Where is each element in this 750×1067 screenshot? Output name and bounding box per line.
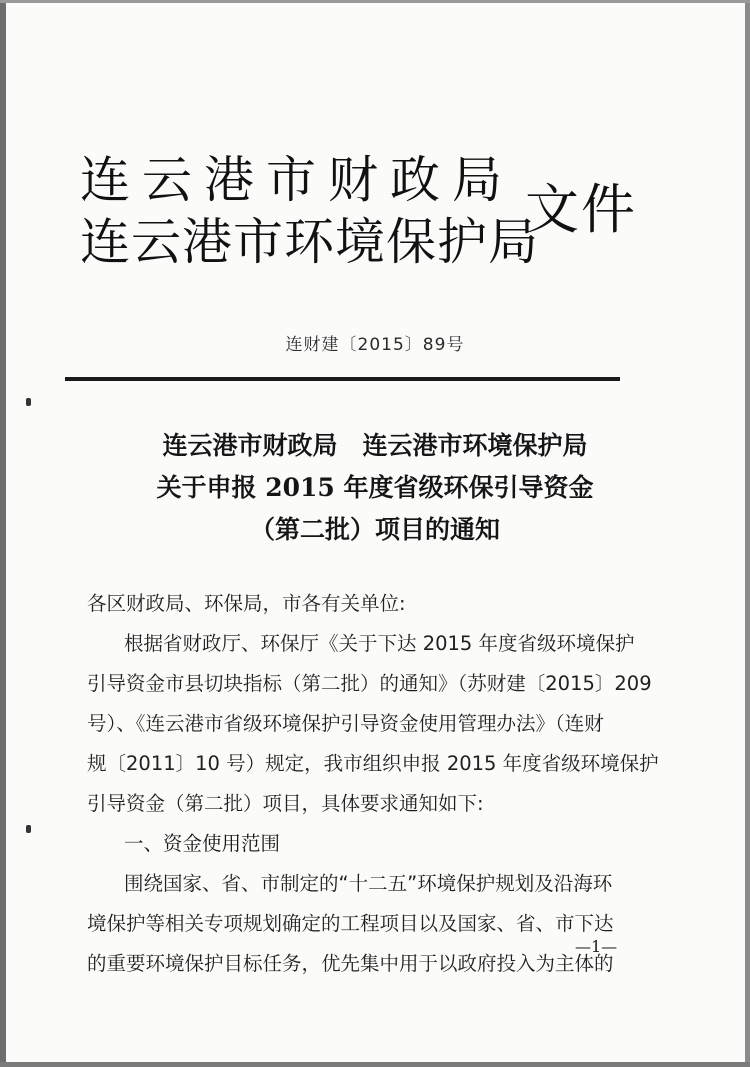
paragraph-line: 境保护等相关专项规划确定的工程项目以及国家、省、市下达 [87,912,614,935]
paragraph-line: 规〔2011〕10 号）规定，我市组织申报 2015 年度省级环境保护 [87,752,659,775]
binding-hole-mark [26,398,31,406]
document-header [60,150,640,290]
paragraph-line: 引导资金（第二批）项目，具体要求通知如下: [87,792,484,815]
recipients-line: 各区财政局、环保局，市各有关单位: [87,592,406,615]
page-number: —1— [575,937,618,956]
paragraph-line: 引导资金市县切块指标（第二批）的通知》（苏财建〔2015〕209 [87,672,652,695]
paragraph-line: 的重要环境保护目标任务，优先集中用于以政府投入为主体的 [87,952,614,975]
binding-hole-mark [26,825,31,833]
paragraph-line: 号）、《连云港市省级环境保护引导资金使用管理办法》（连财 [87,712,604,735]
paragraph-line: 围绕国家、省、市制定的“十二五”环境保护规划及沿海环 [124,872,613,895]
issuer-environment-bureau: 连云港市环境保护局 [80,213,539,271]
scan-edge-top [0,0,750,3]
notice-title-line-3: （第二批）项目的通知 [249,515,500,544]
issuer-finance-bureau: 连云港市财政局 [80,151,514,209]
notice-title-line-2: 关于申报 2015 年度省级环保引导资金 [156,473,594,502]
header-divider [65,377,620,381]
document-number: 连财建〔2015〕89号 [285,335,465,355]
paragraph-line: 根据省财政厅、环保厅《关于下达 2015 年度省级环境保护 [124,632,635,655]
doc-type-label: 文件 [525,178,637,241]
notice-title-line-1: 连云港市财政局 连云港市环境保护局 [162,431,588,460]
section-heading: 一、资金使用范围 [124,832,281,855]
scan-edge-bottom [0,1062,750,1067]
